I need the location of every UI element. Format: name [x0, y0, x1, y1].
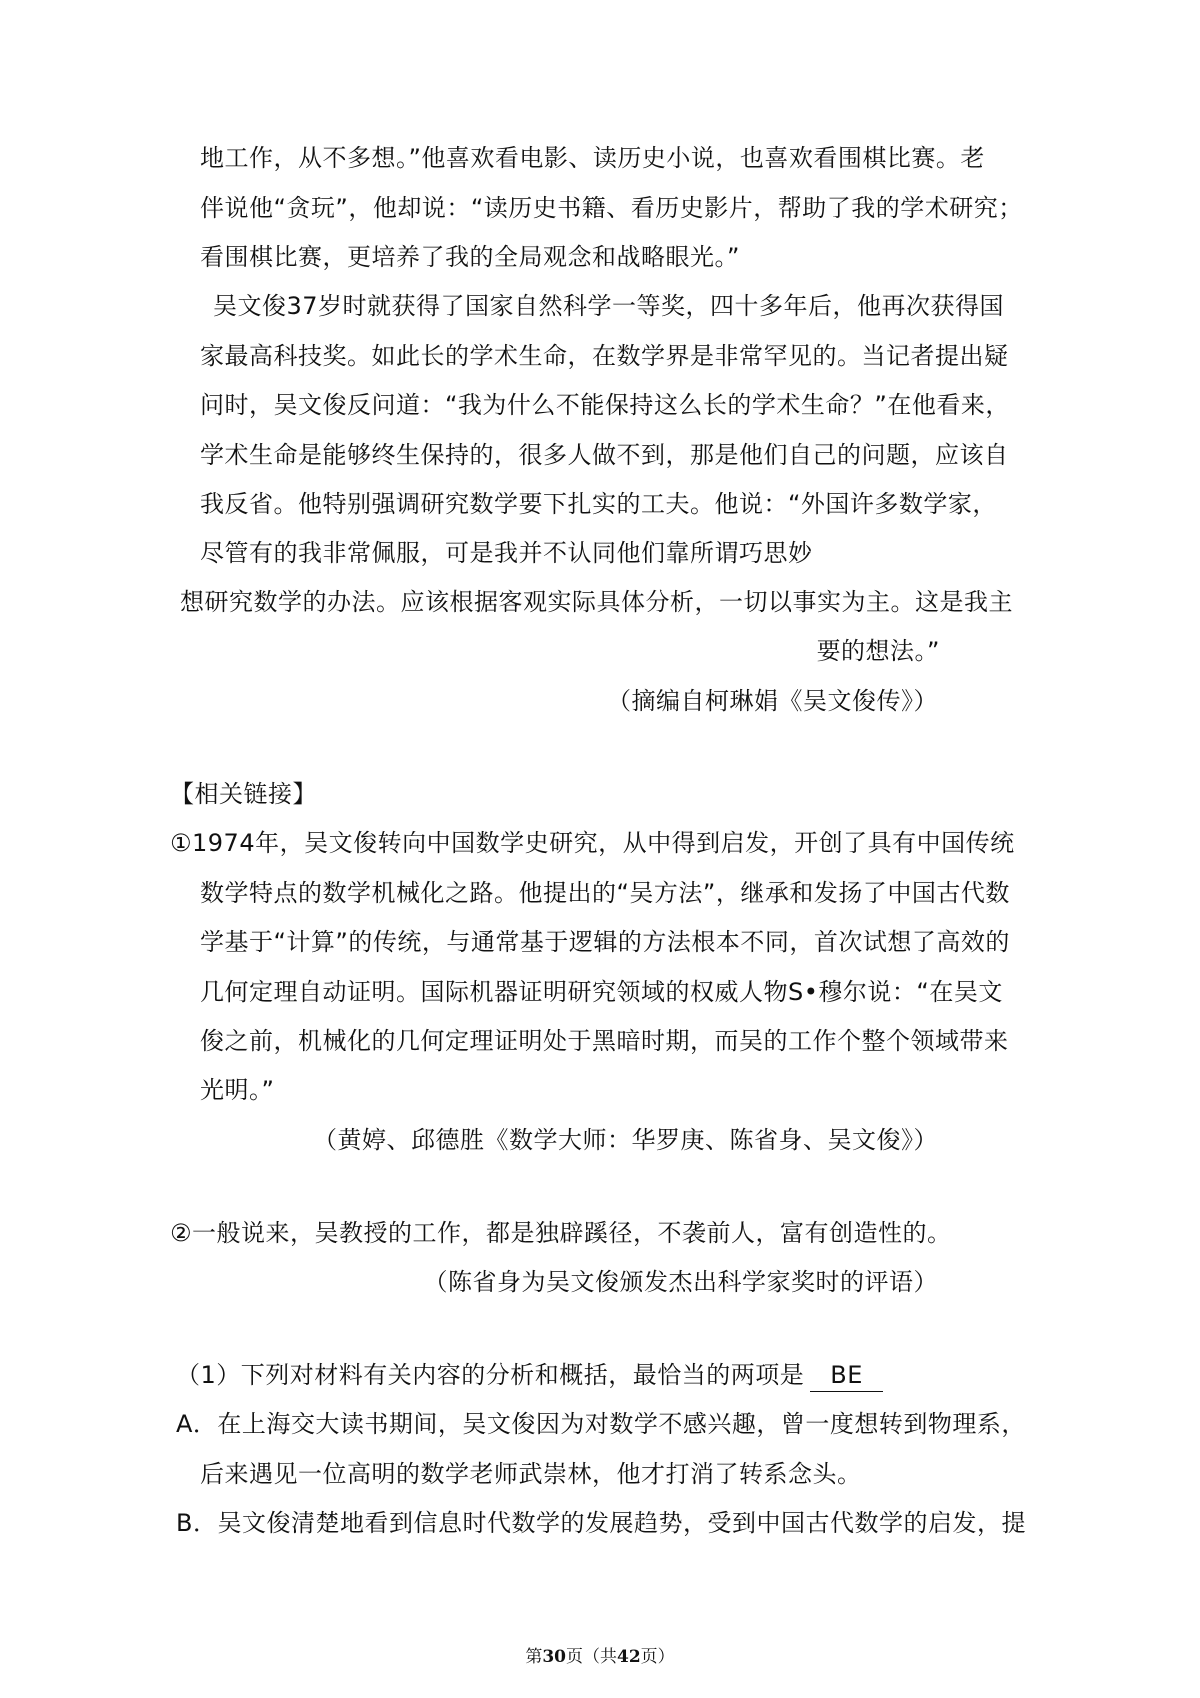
passage-line: 问时，吴文俊反问道：“我为什么不能保持这么长的学术生命？”在他看来，	[200, 391, 1010, 419]
link-item-line: 俊之前，机械化的几何定理证明处于黑暗时期，而吴的工作个整个领域带来	[200, 1027, 1009, 1055]
passage-line: 学术生命是能够终生保持的，很多人做不到，那是他们自己的问题，应该自	[200, 441, 1009, 469]
link-item-line: 几何定理自动证明。国际机器证明研究领域的权威人物S•穆尔说：“在吴文	[200, 978, 1003, 1006]
passage-line: 吴文俊37岁时就获得了国家自然科学一等奖，四十多年后，他再次获得国	[213, 292, 1005, 320]
passage-line: 尽管有的我非常佩服，可是我并不认同他们靠所谓巧思妙	[200, 539, 813, 567]
question-stem	[176, 1359, 883, 1392]
passage-line: 家最高科技奖。如此长的学术生命，在数学界是非常罕见的。当记者提出疑	[200, 342, 1009, 370]
link-item-source: （黄婷、邱德胜《数学大师：华罗庚、陈省身、吴文俊》）	[313, 1126, 938, 1154]
passage-line: 看围棋比赛，更培养了我的全局观念和战略眼光。”	[200, 243, 740, 271]
link-item-line: 学基于“计算”的传统，与通常基于逻辑的方法根本不同，首次试想了高效的	[200, 928, 1010, 956]
links-heading: 【相关链接】	[170, 780, 317, 808]
passage-source: （摘编自柯琳娟《吴文俊传》）	[607, 687, 938, 715]
option-line: B．吴文俊清楚地看到信息时代数学的发展趋势，受到中国古代数学的启发，提	[176, 1509, 1026, 1537]
passage-line: 我反省。他特别强调研究数学要下扎实的工夫。他说：“外国许多数学家，	[200, 490, 997, 518]
link-item-line: 光明。”	[200, 1076, 275, 1104]
option-line: A．在上海交大读书期间，吴文俊因为对数学不感兴趣，曾一度想转到物理系，	[176, 1410, 1026, 1438]
footer-total-pages: 42	[617, 1647, 641, 1667]
footer-middle: 页（共	[566, 1647, 617, 1667]
page-footer	[0, 1645, 1200, 1669]
passage-line: 想研究数学的办法。应该根据客观实际具体分析，一切以事实为主。这是我主	[180, 588, 1013, 616]
footer-prefix: 第	[525, 1647, 543, 1667]
passage-line: 要的想法。”	[816, 637, 940, 665]
link-item-line: 数学特点的数学机械化之路。他提出的“吴方法”，继承和发扬了中国古代数	[200, 879, 1010, 907]
footer-suffix: 页）	[640, 1647, 675, 1667]
link-item-line: ①1974年，吴文俊转向中国数学史研究，从中得到启发，开创了具有中国传统	[170, 829, 1015, 857]
answer-blank: BE	[810, 1359, 883, 1392]
link-item-2-source: （陈省身为吴文俊颁发杰出科学家奖时的评语）	[423, 1268, 938, 1296]
link-item-2: ②一般说来，吴教授的工作，都是独辟蹊径，不袭前人，富有创造性的。	[170, 1219, 952, 1247]
question-stem-text: （1）下列对材料有关内容的分析和概括，最恰当的两项是	[176, 1361, 805, 1389]
option-line: 后来遇见一位高明的数学老师武崇林，他才打消了转系念头。	[200, 1460, 862, 1488]
passage-line: 地工作，从不多想。”他喜欢看电影、读历史小说，也喜欢看围棋比赛。老	[200, 144, 985, 172]
footer-page-number: 30	[542, 1647, 566, 1667]
passage-line: 伴说他“贪玩”，他却说：“读历史书籍、看历史影片，帮助了我的学术研究；	[200, 194, 1023, 222]
